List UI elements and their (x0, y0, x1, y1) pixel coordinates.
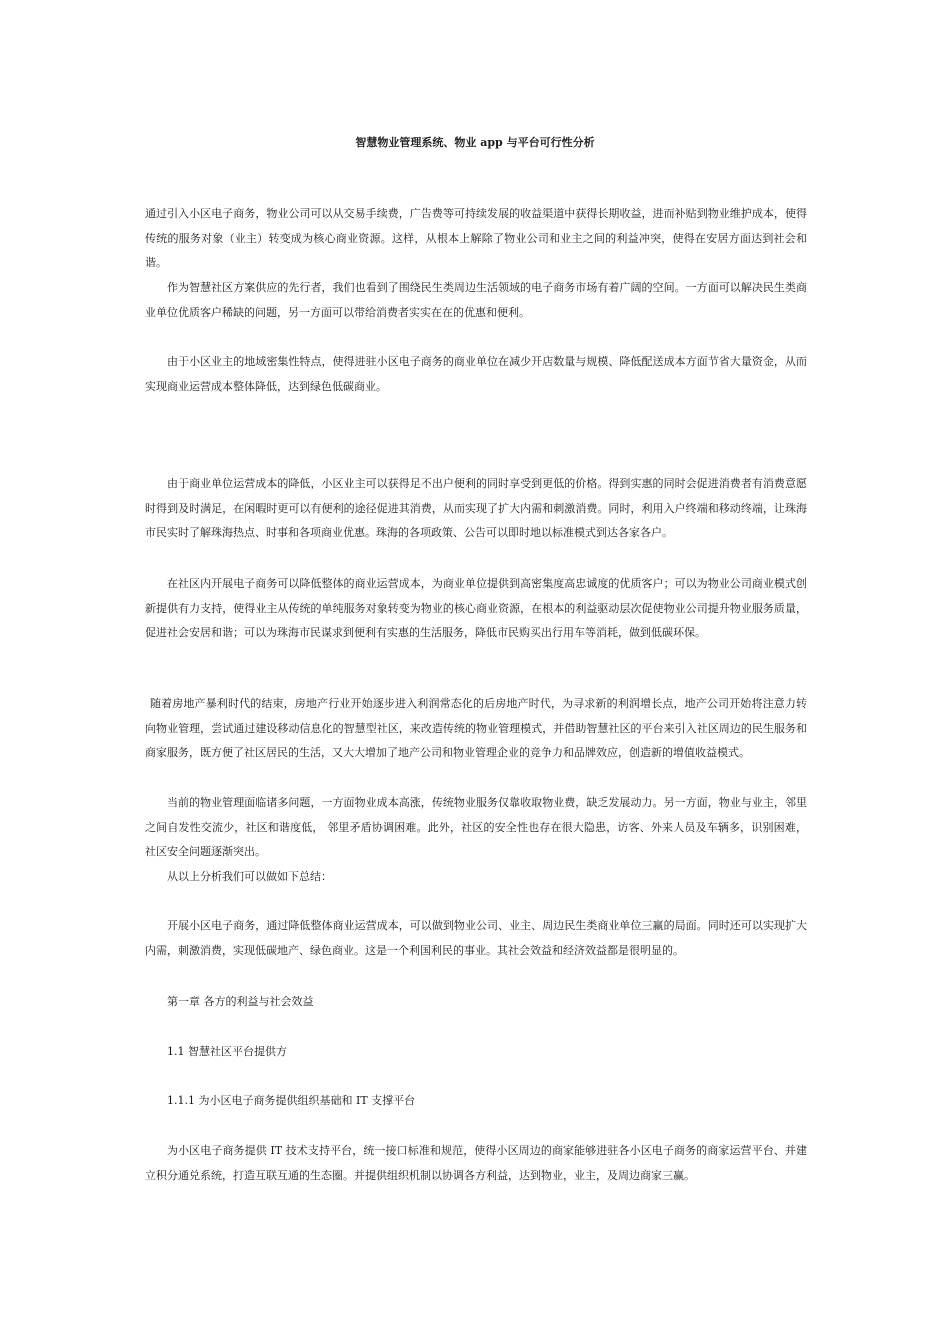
paragraph-7: 当前的物业管理面临诸多问题，一方面物业成本高涨，传统物业服务仅靠收取物业费，缺乏发展动力。另一方面，物业与业主，邻里之间自发性交流少，社区和谐度低， 邻里矛盾协调困难。此外，社区的安全性也存在很大隐患，访客、外来人员及车辆多，识别困难，社区安全问题逐渐突出。 (145, 796, 807, 858)
paragraph-5: 在社区内开展电子商务可以降低整体的商业运营成本，为商业单位提供到高密集度高忠诚度的优质客户；可以为物业公司商业模式创新提供有力支持，使得业主从传统的单纯服务对象转变为物业的核心商业资源，在根本的利益驱动层次促使物业公司提升物业服务质量，促进社会安居和谐；可以为珠海市民谋求到便利有实惠的生活服务，降低市民购买出行用车等消耗，做到低碳环保。 (145, 577, 807, 639)
paragraph-8: 开展小区电子商务，通过降低整体商业运营成本，可以做到物业公司、业主、周边民生类商业单位三赢的局面。同时还可以实现扩大内需，刺激消费，实现低碳地产、绿色商业。这是一个利国利民的事业。其社会效益和经济效益都是很明显的。 (145, 919, 807, 957)
paragraph-1: 通过引入小区电子商务，物业公司可以从交易手续费，广告费等可持续发展的收益渠道中获得长期收益，进而补贴到物业维护成本，使得传统的服务对象（业主）转变成为核心商业资源。这样，从根本上解除了物业公司和业主之间的利益冲突，使得在安居方面达到社会和谐。 (145, 207, 807, 269)
paragraph-4: 由于商业单位运营成本的降低，小区业主可以获得足不出户便利的同时享受到更低的价格。得到实惠的同时会促进消费者有消费意愿时得到及时满足，在闲暇时更可以有便利的途径促进其消费，从而实现了扩大内需和刺激消费。同时，利用入户终端和移动终端，让珠海市民实时了解珠海热点、时事和各项商业优惠。珠海的各项政策、公告可以即时地以标准模式到达各家各户。 (145, 477, 807, 539)
paragraph-6: 随着房地产暴利时代的结束，房地产行业开始逐步进入利润常态化的后房地产时代，为寻求新的利润增长点，地产公司开始将注意力转向物业管理，尝试通过建设移动信息化的智慧型社区，来改造传统的物业管理模式，并借助智慧社区的平台来引入社区周边的民生服务和商家服务，既方便了社区居民的生活，又大大增加了地产公司和物业管理企业的竞争力和品牌效应，创造新的增值收益模式。 (145, 697, 807, 759)
subsection-heading: 1.1.1 为小区电子商务提供组织基础和 IT 支撑平台 (167, 1094, 416, 1107)
document-title: 智慧物业管理系统、物业 app 与平台可行性分析 (355, 136, 595, 149)
paragraph-summary-intro: 从以上分析我们可以做如下总结： (167, 870, 332, 883)
chapter-heading: 第一章 各方的利益与社会效益 (167, 995, 314, 1008)
section-heading: 1.1 智慧社区平台提供方 (167, 1045, 287, 1058)
paragraph-3: 由于小区业主的地域密集性特点，使得进驻小区电子商务的商业单位在减少开店数量与规模、降低配送成本方面节省大量资金，从而实现商业运营成本整体降低，达到绿色低碳商业。 (145, 355, 807, 393)
paragraph-2: 作为智慧社区方案供应的先行者，我们也看到了围绕民生类周边生活领域的电子商务市场有着广阔的空间。一方面可以解决民生类商业单位优质客户稀缺的问题，另一方面可以带给消费者实实在在的优惠和便利。 (145, 281, 807, 319)
paragraph-9: 为小区电子商务提供 IT 技术支持平台，统一接口标准和规范，使得小区周边的商家能够进驻各小区电子商务的商家运营平台、并建立积分通兑系统，打造互联互通的生态圈。并提供组织机制以协调各方利益，达到物业，业主，及周边商家三赢。 (145, 1144, 807, 1182)
